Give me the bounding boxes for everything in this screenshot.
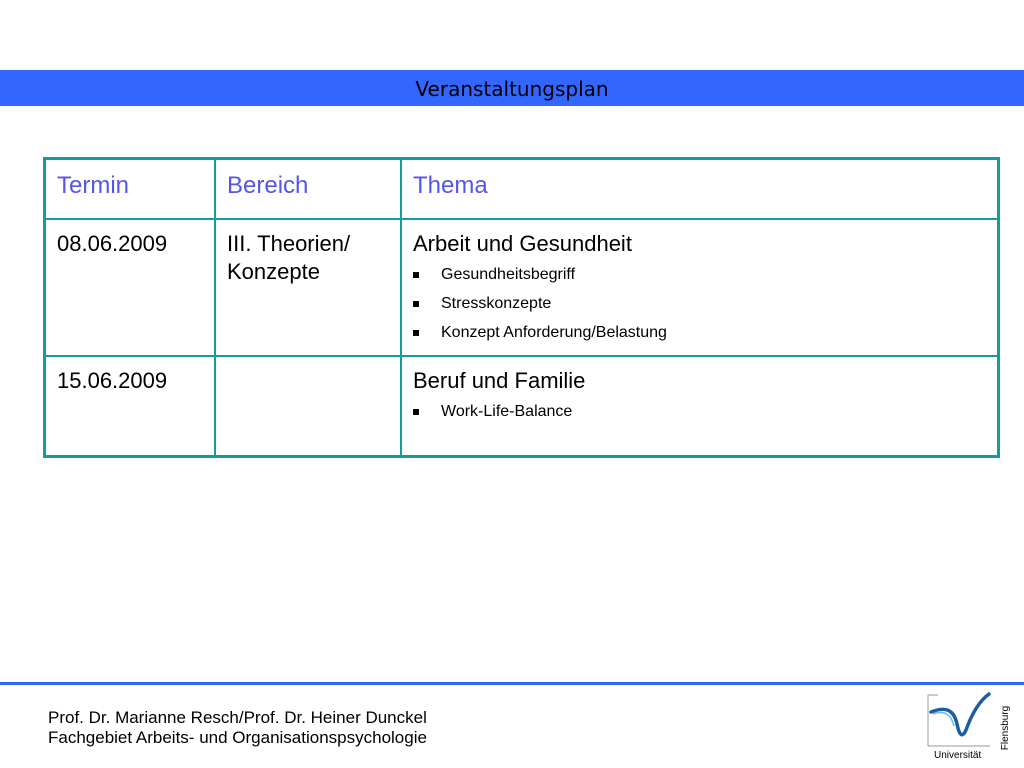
table-row: [45, 219, 999, 356]
header-termin: Termin: [45, 159, 216, 220]
square-bullet-icon: [413, 272, 419, 278]
subtopic-text: Konzept Anforderung/Belastung: [441, 324, 667, 341]
cell-termin: [45, 219, 216, 356]
subtopic-text: Stresskonzepte: [441, 295, 552, 312]
cell-bereich: [215, 219, 401, 356]
list-item: [413, 289, 986, 318]
footer-divider: [0, 682, 1024, 685]
schedule-table: [43, 157, 1000, 458]
subtopic-list: [413, 260, 986, 347]
subtopic-list: [413, 397, 986, 426]
termin-date: 08.06.2009: [57, 231, 168, 256]
footer-department: Fachgebiet Arbeits- und Organisationspsychologie: [48, 728, 427, 747]
cell-thema: [401, 219, 999, 356]
list-item: [413, 318, 986, 347]
subtopic-text: Gesundheitsbegriff: [441, 266, 576, 283]
cell-termin: [45, 356, 216, 456]
header-thema: Thema: [401, 159, 999, 220]
subtopic-text: Work-Life-Balance: [441, 403, 573, 420]
list-item: [413, 260, 986, 289]
cell-bereich: [215, 356, 401, 456]
thema-title: Beruf und Familie: [413, 368, 586, 393]
slide-title: Veranstaltungsplan: [415, 77, 609, 101]
footer-credits: [48, 708, 427, 748]
slide-title-bar: [0, 70, 1024, 106]
table-row: [45, 356, 999, 456]
square-bullet-icon: [413, 301, 419, 307]
table-header-row: [45, 159, 999, 220]
square-bullet-icon: [413, 330, 419, 336]
logo-word: Universität: [934, 750, 982, 761]
bereich-text: Konzepte: [227, 259, 320, 284]
logo-city: Flensburg: [1000, 705, 1012, 751]
footer-authors: Prof. Dr. Marianne Resch/Prof. Dr. Heiner Dunckel: [48, 708, 427, 727]
header-bereich: Bereich: [215, 159, 401, 220]
termin-date: 15.06.2009: [57, 368, 168, 393]
thema-title: Arbeit und Gesundheit: [413, 231, 632, 256]
cell-thema: [401, 356, 999, 456]
bereich-text: III. Theorien/: [227, 231, 351, 256]
university-logo: [924, 690, 1024, 764]
square-bullet-icon: [413, 409, 419, 415]
list-item: [413, 397, 986, 426]
